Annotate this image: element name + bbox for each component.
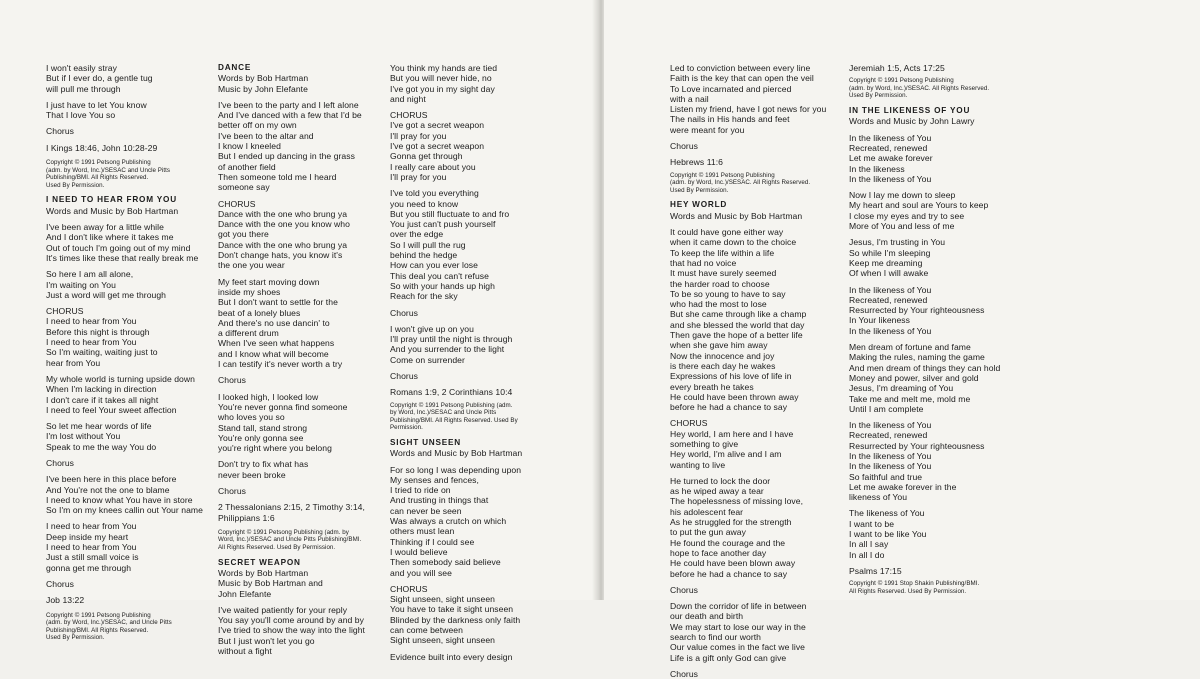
lyric-line: every breath he takes: [670, 381, 754, 392]
lyric-line: I'm waiting on You: [46, 279, 116, 290]
lyric-line: Words and Music by John Lawry: [849, 116, 975, 127]
lyric-line: Words and Music by Bob Hartman: [46, 205, 179, 216]
lyric-line: I need to hear from You: [46, 521, 137, 532]
lyric-line: The nails in His hands and feet: [670, 114, 790, 125]
left-column-3: [390, 63, 522, 662]
lyric-line: So I'm waiting, waiting just to: [46, 347, 158, 358]
copyright-line: Copyright © 1991 Petsong Publishing: [46, 611, 151, 619]
lyric-line: Chorus: [670, 141, 699, 152]
copyright-line: Copyright © 1991 Petsong Publishing (adm. by: [218, 528, 349, 536]
lyric-line: before he had a chance to say: [670, 402, 788, 413]
lyric-line: Making the rules, naming the game: [849, 352, 985, 363]
copyright-line: Publishing/BMI. All Rights Reserved.: [46, 626, 149, 634]
right-column-2: [849, 63, 1000, 595]
lyric-line: with a nail: [670, 93, 709, 104]
lyric-line: It must have surely seemed: [670, 268, 777, 279]
lyric-line: and you will see: [390, 567, 452, 578]
lyric-line: Jesus, I'm trusting in You: [849, 237, 946, 248]
copyright-line: (adm. by Word, Inc.)/SESAC. All Rights Reserved.: [849, 84, 990, 92]
lyric-line: Dance with the one you know who: [218, 219, 350, 230]
lyric-line: So while I'm sleeping: [849, 247, 931, 258]
lyric-line: He found the courage and the: [670, 537, 786, 548]
lyric-line: Deep inside my heart: [46, 531, 129, 542]
lyric-line: Job 13:22: [46, 595, 85, 606]
song-title: IN THE LIKENESS OF YOU: [849, 106, 971, 116]
lyric-line: I've been here in this place before: [46, 474, 177, 485]
lyric-line: In the likeness of You: [849, 173, 932, 184]
lyric-line: Faith is the key that can open the veil: [670, 73, 814, 84]
copyright-line: Used By Permission.: [46, 634, 105, 642]
lyric-line: I need to feel Your sweet affection: [46, 404, 177, 415]
lyric-line: I looked high, I looked low: [218, 391, 319, 402]
copyright-line: by Word, Inc.)/SESAC and Uncle Pitts: [390, 409, 497, 417]
lyric-line: I just have to let You know: [46, 99, 147, 110]
lyric-line: over the edge: [390, 229, 444, 240]
lyric-line: When I've seen what happens: [218, 338, 335, 349]
lyric-line: And men dream of things they can hold: [849, 362, 1001, 373]
lyric-line: Reach for the sky: [390, 291, 458, 302]
lyric-line: Chorus: [670, 584, 699, 595]
lyric-line: I won't give up on you: [390, 323, 474, 334]
lyric-line: Stand tall, stand strong: [218, 422, 308, 433]
lyric-line: that had no voice: [670, 257, 737, 268]
lyric-line: better off on my own: [218, 120, 297, 131]
lyric-line: You're only gonna see: [218, 432, 304, 443]
lyric-line: who had the most to lose: [670, 299, 767, 310]
lyric-line: My whole world is turning upside down: [46, 373, 195, 384]
lyric-line: Then gave the hope of a better life: [670, 330, 803, 341]
lyric-line: to put the gun away: [670, 527, 746, 538]
lyric-line: Out of touch I'm going out of my mind: [46, 242, 191, 253]
lyric-line: Jeremiah 1:5, Acts 17:25: [849, 63, 945, 73]
copyright-notice: [390, 402, 522, 432]
lyric-line: Resurrected by Your righteousness: [849, 440, 985, 451]
lyric-line: Blinded by the darkness only faith: [390, 614, 521, 625]
lyric-line: I'm lost without You: [46, 431, 121, 442]
lyric-line: I want to be like You: [849, 529, 927, 540]
lyric-line: Sight unseen, sight unseen: [390, 594, 495, 605]
copyright-line: Copyright © 1991 Petsong Publishing: [670, 171, 775, 179]
lyric-line: The hopelessness of missing love,: [670, 496, 804, 507]
copyright-line: Word, Inc.)/SESAC and Uncle Pitts Publishing/BMI.: [218, 536, 362, 544]
lyric-line: Keep me dreaming: [849, 257, 923, 268]
lyric-line: And trusting in things that: [390, 495, 489, 506]
lyric-line: In the likeness of You: [849, 132, 932, 143]
lyric-line: I need to hear from You: [46, 337, 137, 348]
lyric-line: Hebrews 11:6: [670, 157, 723, 168]
lyric-line: can come between: [390, 625, 463, 636]
lyric-line: the harder road to choose: [670, 278, 770, 289]
lyric-line: the one you wear: [218, 260, 285, 271]
lyric-line: and night: [390, 93, 426, 104]
lyric-line: In the likeness of You: [849, 450, 932, 461]
lyric-line: I need to hear from You: [46, 316, 137, 327]
copyright-notice: [670, 172, 826, 195]
lyric-line: In all I say: [849, 539, 889, 550]
lyric-line: In the likeness of You: [849, 420, 932, 431]
lyric-line: I don't care if it takes all night: [46, 394, 159, 405]
lyric-line: I Kings 18:46, John 10:28-29: [46, 142, 158, 153]
lyric-line: Philippians 1:6: [218, 512, 275, 523]
lyric-line: Just a still small voice is: [46, 552, 139, 563]
lyric-line: To Love incarnated and pierced: [670, 83, 792, 94]
lyric-line: In the likeness of You: [849, 325, 932, 336]
lyric-line: I've waited patiently for your reply: [218, 604, 348, 615]
lyric-line: I really care about you: [390, 161, 476, 172]
right-page: [604, 0, 1200, 679]
lyric-line: Recreated, renewed: [849, 142, 928, 153]
lyric-line: He could have been blown away: [670, 558, 796, 569]
lyric-line: when it came down to the choice: [670, 237, 797, 248]
lyric-line: Men dream of fortune and fame: [849, 342, 971, 353]
lyric-line: In Your likeness: [849, 315, 910, 326]
lyric-line: Life is a gift only God can give: [670, 652, 787, 663]
lyric-line: and she blessed the world that day: [670, 319, 805, 330]
lyric-line: hope to face another day: [670, 547, 767, 558]
lyric-line: were meant for you: [670, 124, 745, 135]
lyric-line: gonna get me through: [46, 562, 132, 573]
lyric-line: hear from You: [46, 357, 101, 368]
lyric-line: Come on surrender: [390, 354, 465, 365]
copyright-line: (adm. by Word, Inc.)/SESAC. All Rights Reserved.: [670, 179, 811, 187]
lyric-line: It could have gone either way: [670, 227, 784, 238]
lyric-line: I would believe: [390, 546, 448, 557]
lyric-line: Chorus: [390, 307, 419, 318]
lyric-line: you need to know: [390, 198, 459, 209]
lyric-line: Words and Music by Bob Hartman: [670, 210, 803, 221]
lyric-line: You just can't push yourself: [390, 219, 496, 230]
lyric-line: CHORUS: [46, 306, 84, 317]
lyric-line: But you still fluctuate to and fro: [390, 208, 510, 219]
lyric-line: And You're not the one to blame: [46, 484, 170, 495]
lyric-line: CHORUS: [218, 198, 256, 209]
left-page: [0, 0, 598, 662]
lyric-line: Sight unseen, sight unseen: [390, 635, 495, 646]
lyric-line: I want to be: [849, 518, 895, 529]
lyric-line: I won't easily stray: [46, 63, 117, 73]
lyric-line: Don't try to fix what has: [218, 459, 309, 470]
copyright-line: All Rights Reserved. Used By Permission.: [849, 587, 967, 595]
lyric-line: Down the corridor of life in between: [670, 601, 807, 612]
copyright-line: Copyright © 1991 Petsong Publishing (adm.: [390, 401, 513, 409]
lyric-line: Let me awake forever: [849, 153, 933, 164]
lyric-line: It's times like these that really break me: [46, 252, 199, 263]
lyric-line: In all I do: [849, 549, 885, 560]
lyric-line: When I'm lacking in direction: [46, 384, 157, 395]
lyric-line: Gonna get through: [390, 151, 463, 162]
right-column-1: [670, 63, 826, 679]
lyric-line: something to give: [670, 438, 739, 449]
lyric-line: Words and Music by Bob Hartman: [390, 448, 523, 459]
lyric-line: The likeness of You: [849, 508, 925, 519]
lyric-line: Music by Bob Hartman and: [218, 578, 323, 589]
lyric-line: Dance with the one who brung ya: [218, 208, 348, 219]
lyric-line: likeness of You: [849, 492, 908, 503]
lyric-line: you're right where you belong: [218, 443, 332, 454]
left-column-2: [218, 63, 365, 656]
lyric-line: I'll pray for you: [390, 130, 447, 141]
lyric-line: Hey world, I'm alive and I am: [670, 449, 782, 460]
lyric-line: Dance with the one who brung ya: [218, 239, 348, 250]
lyric-line: I've got you in my sight day: [390, 83, 495, 94]
copyright-line: (adm. by Word, Inc.)/SESAC, and Uncle Pitts: [46, 619, 172, 627]
copyright-line: Publishing/BMI. All Rights Reserved. Used By: [390, 416, 518, 424]
lyric-line: So let me hear words of life: [46, 421, 152, 432]
lyric-line: Thinking if I could see: [390, 536, 475, 547]
copyright-line: Permission.: [390, 424, 423, 432]
lyric-line: without a fight: [218, 646, 272, 657]
copyright-line: Publishing/BMI. All Rights Reserved.: [46, 174, 149, 182]
lyric-line: To keep the life within a life: [670, 247, 775, 258]
lyric-line: Chorus: [218, 375, 247, 386]
lyric-line: But if I ever do, a gentle tug: [46, 73, 153, 84]
lyric-line: Our value comes in the fact we live: [670, 642, 806, 653]
lyric-line: I'll pray until the night is through: [390, 334, 513, 345]
lyric-line: someone say: [218, 182, 270, 193]
lyric-line: got you there: [218, 229, 269, 240]
lyric-line: You think my hands are tied: [390, 63, 498, 73]
lyric-line: inside my shoes: [218, 286, 281, 297]
copyright-line: Copyright © 1991 Petsong Publishing: [46, 159, 151, 167]
lyric-line: beat of a lonely blues: [218, 307, 301, 318]
lyric-line: before he had a chance to say: [670, 568, 788, 579]
song-title: I NEED TO HEAR FROM YOU: [46, 195, 177, 205]
copyright-line: Used By Permission.: [670, 186, 729, 194]
lyric-line: Until I am complete: [849, 403, 924, 414]
lyric-line: I'll pray for you: [390, 171, 447, 182]
lyric-line: will pull me through: [46, 83, 121, 94]
lyric-line: I need to hear from You: [46, 542, 137, 553]
lyric-line: Led to conviction between every line: [670, 63, 811, 73]
lyric-line: I close my eyes and try to see: [849, 210, 965, 221]
lyric-line: Psalms 17:15: [849, 565, 902, 576]
lyric-line: I've told you everything: [390, 188, 479, 199]
copyright-line: All Rights Reserved. Used By Permission.: [218, 544, 336, 552]
copyright-line: Used By Permission.: [849, 92, 908, 100]
lyric-line: Romans 1:9, 2 Corinthians 10:4: [390, 387, 513, 398]
lyric-line: But you will never hide, no: [390, 73, 492, 84]
lyric-line: You're never gonna find someone: [218, 401, 348, 412]
lyric-line: He could have been thrown away: [670, 391, 799, 402]
lyric-line: Chorus: [670, 668, 699, 679]
lyric-line: Recreated, renewed: [849, 294, 928, 305]
lyric-line: Words by Bob Hartman: [218, 73, 309, 84]
lyric-line: of another field: [218, 161, 276, 172]
lyric-line: Jesus, I'm dreaming of You: [849, 383, 954, 394]
lyric-line: More of You and less of me: [849, 221, 955, 232]
lyric-line: In the likeness of You: [849, 284, 932, 295]
lyric-line: But she came through like a champ: [670, 309, 807, 320]
lyric-line: Chorus: [46, 578, 75, 589]
lyric-line: and I know what will become: [218, 348, 329, 359]
lyric-line: Just a word will get me through: [46, 289, 167, 300]
lyric-line: That I love You so: [46, 110, 116, 121]
lyric-line: our death and birth: [670, 611, 744, 622]
lyric-line: My feet start moving down: [218, 276, 320, 287]
lyric-line: Chorus: [46, 457, 75, 468]
lyric-line: In the likeness of You: [849, 461, 932, 472]
lyric-line: is there each day he wakes: [670, 360, 776, 371]
lyric-line: his adolescent fear: [670, 506, 744, 517]
lyric-line: 2 Thessalonians 2:15, 2 Timothy 3:14,: [218, 502, 365, 513]
lyric-line: others must lean: [390, 526, 455, 537]
lyric-line: John Elefante: [218, 588, 272, 599]
copyright-line: Copyright © 1991 Petsong Publishing: [849, 77, 954, 85]
copyright-notice: [849, 77, 1000, 100]
lyric-line: Before this night is through: [46, 326, 150, 337]
lyric-line: For so long I was depending upon: [390, 464, 522, 475]
lyric-line: So I will pull the rug: [390, 239, 466, 250]
lyric-line: So here I am all alone,: [46, 269, 134, 280]
lyric-line: Speak to me the way You do: [46, 441, 157, 452]
lyric-line: This deal you can't refuse: [390, 270, 489, 281]
lyric-line: CHORUS: [670, 418, 708, 429]
lyric-line: Chorus: [390, 371, 419, 382]
lyric-line: I tried to ride on: [390, 485, 451, 496]
lyric-line: I know I kneeled: [218, 141, 281, 152]
left-column-1: [46, 63, 203, 642]
lyric-line: I can testify it's never worth a try: [218, 359, 343, 370]
lyric-line: Take me and melt me, mold me: [849, 393, 971, 404]
lyric-line: Expressions of his love of life in: [670, 371, 792, 382]
song-title: DANCE: [218, 63, 252, 72]
lyric-line: Now I lay me down to sleep: [849, 190, 956, 201]
lyric-line: And you surrender to the light: [390, 344, 505, 355]
copyright-notice: [46, 612, 203, 642]
lyric-line: And I don't like where it takes me: [46, 232, 174, 243]
lyric-line: And there's no use dancin' to: [218, 317, 330, 328]
lyric-line: You have to take it sight unseen: [390, 604, 514, 615]
lyric-line: CHORUS: [390, 110, 428, 121]
lyric-line: We may start to lose our way in the: [670, 621, 806, 632]
song-title: SIGHT UNSEEN: [390, 437, 462, 447]
lyric-line: CHORUS: [390, 583, 428, 594]
lyric-line: Chorus: [218, 485, 247, 496]
lyric-line: So I'm on my knees callin out Your name: [46, 505, 203, 516]
copyright-line: Copyright © 1991 Stop Shakin Publishing/BMI.: [849, 580, 980, 588]
lyric-line: never been broke: [218, 469, 286, 480]
lyric-line: But I just won't let you go: [218, 635, 315, 646]
lyric-line: wanting to live: [670, 459, 726, 470]
song-title: HEY WORLD: [670, 200, 728, 210]
copyright-line: Used By Permission.: [46, 181, 105, 189]
lyric-line: You say you'll come around by and by: [218, 615, 364, 626]
lyric-line: search to find our worth: [670, 632, 762, 643]
lyric-line: Let me awake forever in the: [849, 481, 957, 492]
lyric-line: But I ended up dancing in the grass: [218, 151, 355, 162]
lyric-line: Hey world, I am here and I have: [670, 428, 794, 439]
lyric-line: as he wiped away a tear: [670, 486, 764, 497]
lyric-line: So with your hands up high: [390, 280, 495, 291]
copyright-notice: [849, 580, 1000, 595]
lyric-line: Of when I will awake: [849, 268, 929, 279]
lyric-line: And I've danced with a few that I'd be: [218, 110, 362, 121]
lyric-line: Don't change hats, you know it's: [218, 250, 343, 261]
lyric-line: I need to know what You have in store: [46, 494, 193, 505]
lyric-line: when she gave him away: [670, 340, 768, 351]
lyric-line: Music by John Elefante: [218, 83, 308, 94]
lyric-line: Was always a crutch on which: [390, 516, 507, 527]
lyric-line: Chorus: [46, 126, 75, 137]
copyright-notice: [218, 529, 365, 552]
lyric-line: I've tried to show the way into the light: [218, 625, 365, 636]
lyric-line: In the likeness: [849, 163, 905, 174]
lyric-line: How can you ever lose: [390, 260, 478, 271]
lyric-line: Now the innocence and joy: [670, 350, 775, 361]
lyric-line: Then somebody said believe: [390, 557, 501, 568]
lyric-line: But I don't want to settle for the: [218, 297, 338, 308]
lyric-line: Then someone told me I heard: [218, 171, 337, 182]
lyric-line: Words by Bob Hartman: [218, 567, 309, 578]
lyric-line: My senses and fences,: [390, 474, 479, 485]
copyright-notice: [46, 159, 203, 189]
lyric-line: I've got a secret weapon: [390, 120, 485, 131]
lyric-line: I've got a secret weapon: [390, 141, 485, 152]
lyric-line: behind the hedge: [390, 250, 458, 261]
lyric-line: Resurrected by Your righteousness: [849, 305, 985, 316]
lyric-line: I've been to the altar and: [218, 130, 314, 141]
lyric-line: a different drum: [218, 328, 279, 339]
lyric-line: As he struggled for the strength: [670, 517, 792, 528]
song-title: SECRET WEAPON: [218, 557, 301, 567]
lyric-line: Evidence built into every design: [390, 651, 513, 662]
lyric-line: My heart and soul are Yours to keep: [849, 200, 989, 211]
lyric-line: can never be seen: [390, 505, 462, 516]
lyric-line: Recreated, renewed: [849, 430, 928, 441]
lyric-line: To be so young to have to say: [670, 288, 786, 299]
lyric-line: Money and power, silver and gold: [849, 372, 979, 383]
lyric-line: So faithful and true: [849, 471, 923, 482]
lyric-line: Listen my friend, have I got news for you: [670, 104, 827, 115]
lyric-line: I've been away for a little while: [46, 222, 164, 233]
copyright-line: (adm. by Word, Inc.)/SESAC and Uncle Pitts: [46, 166, 171, 174]
lyric-line: He turned to lock the door: [670, 475, 771, 486]
lyric-line: I've been to the party and I left alone: [218, 99, 359, 110]
lyric-line: who loves you so: [218, 412, 285, 423]
